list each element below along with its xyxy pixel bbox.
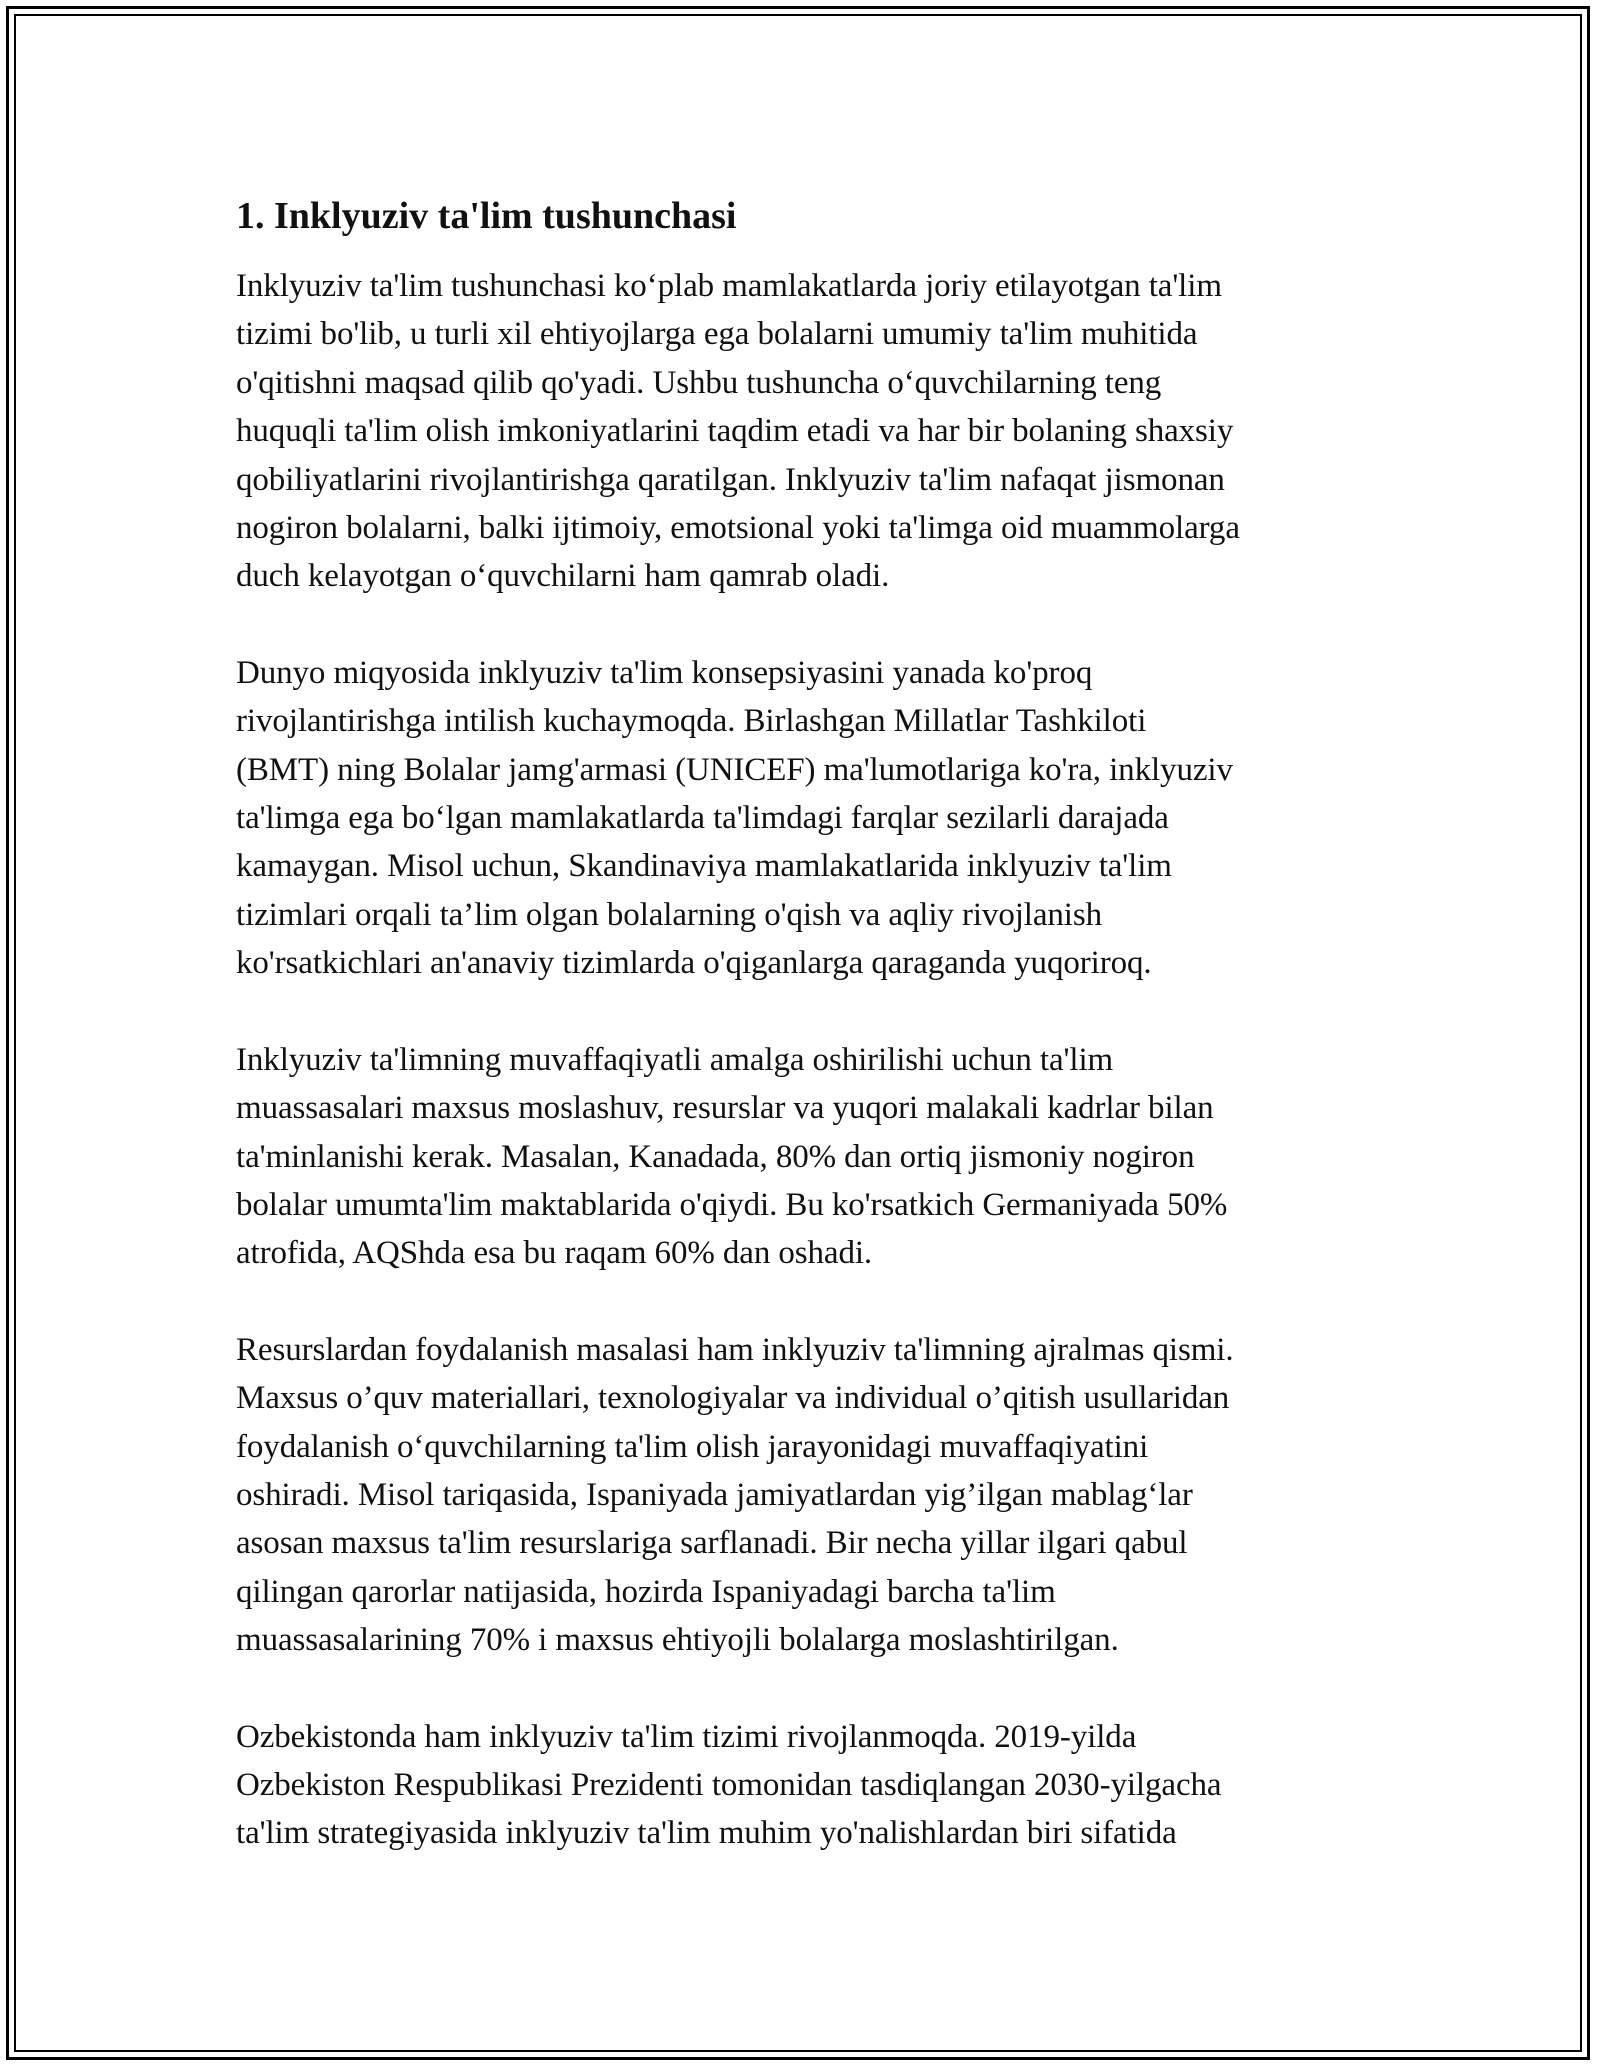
text-line: asosan maxsus ta'lim resurslariga sarflanadi. Bir necha yillar ilgari qabul xyxy=(236,1525,1188,1562)
text-line: Inklyuziv ta'limning muvaffaqiyatli amalga oshirilishi uchun ta'lim xyxy=(236,1041,1114,1078)
text-line: muassasalari maxsus moslashuv, resurslar va yuqori malakali kadrlar bilan xyxy=(236,1090,1214,1127)
text-line: ko'rsatkichlari an'anaviy tizimlarda o'qiganlarga qaraganda yuqoriroq. xyxy=(236,945,1152,982)
text-line: tizimi bo'lib, u turli xil ehtiyojlarga ega bolalarni umumiy ta'lim muhitida xyxy=(236,316,1198,353)
text-line: qobiliyatlarini rivojlantirishga qaratilgan. Inklyuziv ta'lim nafaqat jismonan xyxy=(236,461,1225,498)
paragraph xyxy=(236,1326,1376,1665)
text-line: duch kelayotgan o‘quvchilarni ham qamrab oladi. xyxy=(236,558,890,595)
text-line: ta'limga ega bo‘lgan mamlakatlarda ta'limdagi farqlar sezilarli darajada xyxy=(236,800,1169,837)
text-line: ta'minlanishi kerak. Masalan, Kanadada, 80% dan ortiq jismoniy nogiron xyxy=(236,1138,1195,1175)
text-line: nogiron bolalarni, balki ijtimoiy, emotsional yoki ta'limga oid muammolarga xyxy=(236,510,1240,547)
text-line: foydalanish o‘quvchilarning ta'lim olish jarayonidagi muvaffaqiyatini xyxy=(236,1428,1149,1465)
text-line: muassasalarining 70% i maxsus ehtiyojli bolalarga moslashtirilgan. xyxy=(236,1622,1119,1659)
text-line: qilingan qarorlar natijasida, hozirda Ispaniyadagi barcha ta'lim xyxy=(236,1573,1056,1610)
text-line: Maxsus o’quv materiallari, texnologiyalar va individual o’qitish usullaridan xyxy=(236,1380,1230,1417)
text-line: bolalar umumta'lim maktablarida o'qiydi. Bu ko'rsatkich Germaniyada 50% xyxy=(236,1186,1228,1223)
text-line: Ozbekistonda ham inklyuziv ta'lim tizimi rivojlanmoqda. 2019-yilda xyxy=(236,1718,1137,1755)
text-line: Inklyuziv ta'lim tushunchasi ko‘plab mamlakatlarda joriy etilayotgan ta'lim xyxy=(236,268,1222,304)
text-line: kamaygan. Misol uchun, Skandinaviya mamlakatlarida inklyuziv ta'lim xyxy=(236,848,1172,885)
text-line: oshiradi. Misol tariqasida, Ispaniyada jamiyatlardan yig’ilgan mablag‘lar xyxy=(236,1476,1193,1513)
section-heading: 1. Inklyuziv ta'lim tushunchasi xyxy=(236,195,737,237)
paragraph xyxy=(236,1713,1376,1858)
text-line: atrofida, AQShda esa bu raqam 60% dan oshadi. xyxy=(236,1235,873,1272)
text-line: Dunyo miqyosida inklyuziv ta'lim konsepsiyasini yanada ko'proq xyxy=(236,654,1093,691)
text-line: (BMT) ning Bolalar jamg'armasi (UNICEF) ma'lumotlariga ko'ra, inklyuziv xyxy=(236,751,1233,788)
paragraph xyxy=(236,649,1376,988)
text-line: ta'lim strategiyasida inklyuziv ta'lim muhim yo'nalishlardan biri sifatida xyxy=(236,1815,1177,1852)
document-body xyxy=(236,190,1376,1906)
text-line: rivojlantirishga intilish kuchaymoqda. Birlashgan Millatlar Tashkiloti xyxy=(236,703,1147,740)
text-line: huquqli ta'lim olish imkoniyatlarini taqdim etadi va har bir bolaning shaxsiy xyxy=(236,413,1234,450)
text-line: tizimlari orqali ta’lim olgan bolalarning o'qish va aqliy rivojlanish xyxy=(236,896,1103,933)
text-line: o'qitishni maqsad qilib qo'yadi. Ushbu tushuncha o‘quvchilarning teng xyxy=(236,364,1162,401)
text-line: Ozbekiston Respublikasi Prezidenti tomonidan tasdiqlangan 2030-yilgacha xyxy=(236,1766,1222,1803)
text-line: Resurslardan foydalanish masalasi ham inklyuziv ta'limning ajralmas qismi. xyxy=(236,1331,1234,1368)
paragraph xyxy=(236,1036,1376,1278)
paragraph xyxy=(236,262,1376,601)
